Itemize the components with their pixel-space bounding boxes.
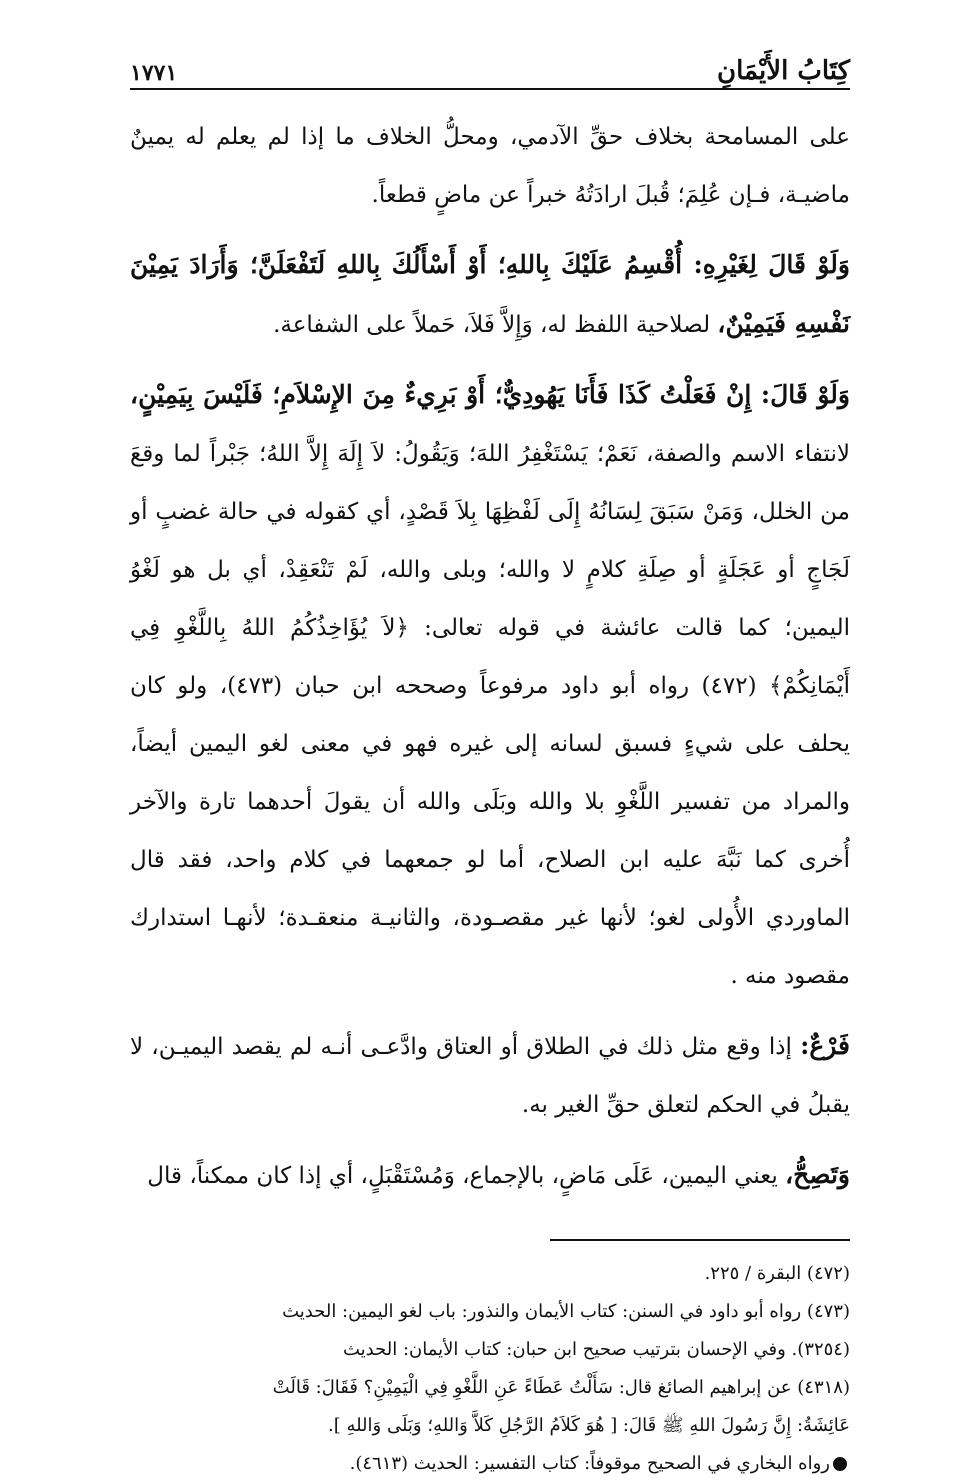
- footnote-separator: [550, 1239, 850, 1241]
- paragraph-text: على المسامحة بخلاف حقِّ الآدمي، ومحلُّ الخلاف ما إذا لم يعلم له يمينٌ ماضيـة، فـإن عُلِمَ؛ قُبلَ ارادَتُهُ خبراً عن ماضٍ قطعاً.: [130, 124, 850, 208]
- footnote-473-line: [130, 1293, 850, 1331]
- footnote-text: رواه البخاري في الصحيح موقوفاً: كتاب التفسير: الحديث (٤٦١٣).: [349, 1453, 830, 1474]
- paragraph-validity: [130, 1146, 850, 1205]
- paragraph-continuation: [130, 108, 850, 224]
- paragraph-far: [130, 1017, 850, 1134]
- main-text: [130, 108, 850, 1205]
- footnote-473-line: (٣٢٥٤). وفي الإحسان بترتيب صحيح ابن حبان: كتاب الأيمان: الحديث: [343, 1339, 850, 1360]
- bullet-marker-icon: [833, 1457, 847, 1471]
- footnote-text: (٤٧٣) رواه أبو داود في السنن: كتاب الأيمان والنذور: باب لغو اليمين: الحديث: [282, 1301, 850, 1322]
- footnote-473-line: [130, 1445, 850, 1483]
- book-page: [130, 40, 850, 1483]
- footnote-473-line: (٤٣١٨) عن إبراهيم الصائغ قال: سَأَلْتُ عَطَاءً عَنِ اللَّغْوِ فِي الْيَمِيْنِ؟ فَقَالَ: قَالَتْ: [272, 1377, 850, 1398]
- page-header: [130, 40, 850, 90]
- paragraph-oath-to-other: [130, 236, 850, 354]
- far-label: فَرْعٌ:: [800, 1031, 850, 1060]
- running-title: كِتَابُ الأَيْمَانِ: [716, 56, 850, 86]
- footnote-472: (٤٧٢) البقرة / ٢٢٥.: [704, 1263, 850, 1284]
- footnotes: [130, 1255, 850, 1483]
- matn-text: وَتَصِحُّ،: [785, 1160, 850, 1189]
- sharh-text: إذا وقع مثل ذلك في الطلاق أو العتاق وادَّعـى أنـه لم يقصد اليميـن، لا يقبلُ في الحكم لتعلق حقِّ الغير به.: [130, 1034, 850, 1118]
- sharh-text: يعني اليمين، عَلَى مَاضٍ، بالإجماع، وَمُسْتَقْبَلٍ، أي إذا كان ممكناً، قال: [147, 1163, 786, 1189]
- matn-text: وَلَوْ قَالَ: إِنْ فَعَلْتُ كَذَا فَأَنَا يَهُودِيٌّ؛ أَوْ بَرِيءٌ مِنَ الإِسْلاَمِ؛ فَلَيْسَ بِيَمِيْنٍ،: [130, 380, 850, 409]
- paragraph-laghw-yamin: [130, 366, 850, 1005]
- sharh-text: لانتفاء الاسم والصفة، نَعَمْ؛ يَسْتَغْفِرُ اللهَ؛ وَيَقُولُ: لاَ إِلَهَ إِلاَّ اللهُ؛ جَبْراً لما وقعَ من الخلل، وَمَنْ سَبَقَ لِسَانُهُ إِلَى لَفْظِهَا بِلاَ قَصْدٍ، أي كقوله في حالة غضبٍ أو لَجَاجٍ أو عَجَلَةٍ أو صِلَةِ كلامٍ لا والله؛ وبلى والله، لَمْ تَنْعَقِدْ، أي بل هو لَغْوُ اليمين؛ كما قالت عائشة في قوله تعالى: ﴿لاَ يُؤَاخِذُكُمُ اللهُ بِاللَّغْوِ فِي أَيْمَانِكُمْ﴾ (٤٧٢) رواه أبو داود مرفوعاً وصححه ابن حبان (٤٧٣)، ولو كان يحلف على شيءٍ فسبق لسانه إلى غيره فهو في معنى لغو اليمين أيضاً، والمراد من تفسير اللَّغْوِ بلا والله وبَلَى والله أن يقولَ أحدهما تارة والآخر أُخرى كما نَبَّهَ عليه ابن الصلاح، أما لو جمعهما في كلام واحد، فقد قال الماوردي الأُولى لغو؛ لأنها غير مقصـودة، والثانيـة منعقـدة؛ لأنهـا استدارك مقصود منه .: [130, 441, 850, 989]
- matn-text: وَلَوْ قَالَ لِغَيْرِهِ: أُقْسِمُ عَلَيْكَ بِاللهِ؛ أَوْ أَسْأَلُكَ بِاللهِ لَتَفْعَلَنَّ؛ وَأَرَادَ يَمِيْنَ نَفْسِهِ فَيَمِيْنٌ،: [130, 250, 850, 338]
- sharh-text: لصلاحية اللفظ له، وَإِلاَّ فَلاَ، حَملاً على الشفاعة.: [273, 312, 718, 338]
- page-number: ١٧٧١: [130, 60, 178, 86]
- footnote-473-line: عَائِشَةُ: إِنَّ رَسُولَ اللهِ ﷺ قَالَ: [ هُوَ كَلاَمُ الرَّجُلِ كَلاَّ وَاللهِ؛ وَبَلَى وَاللهِ ].: [327, 1415, 850, 1436]
